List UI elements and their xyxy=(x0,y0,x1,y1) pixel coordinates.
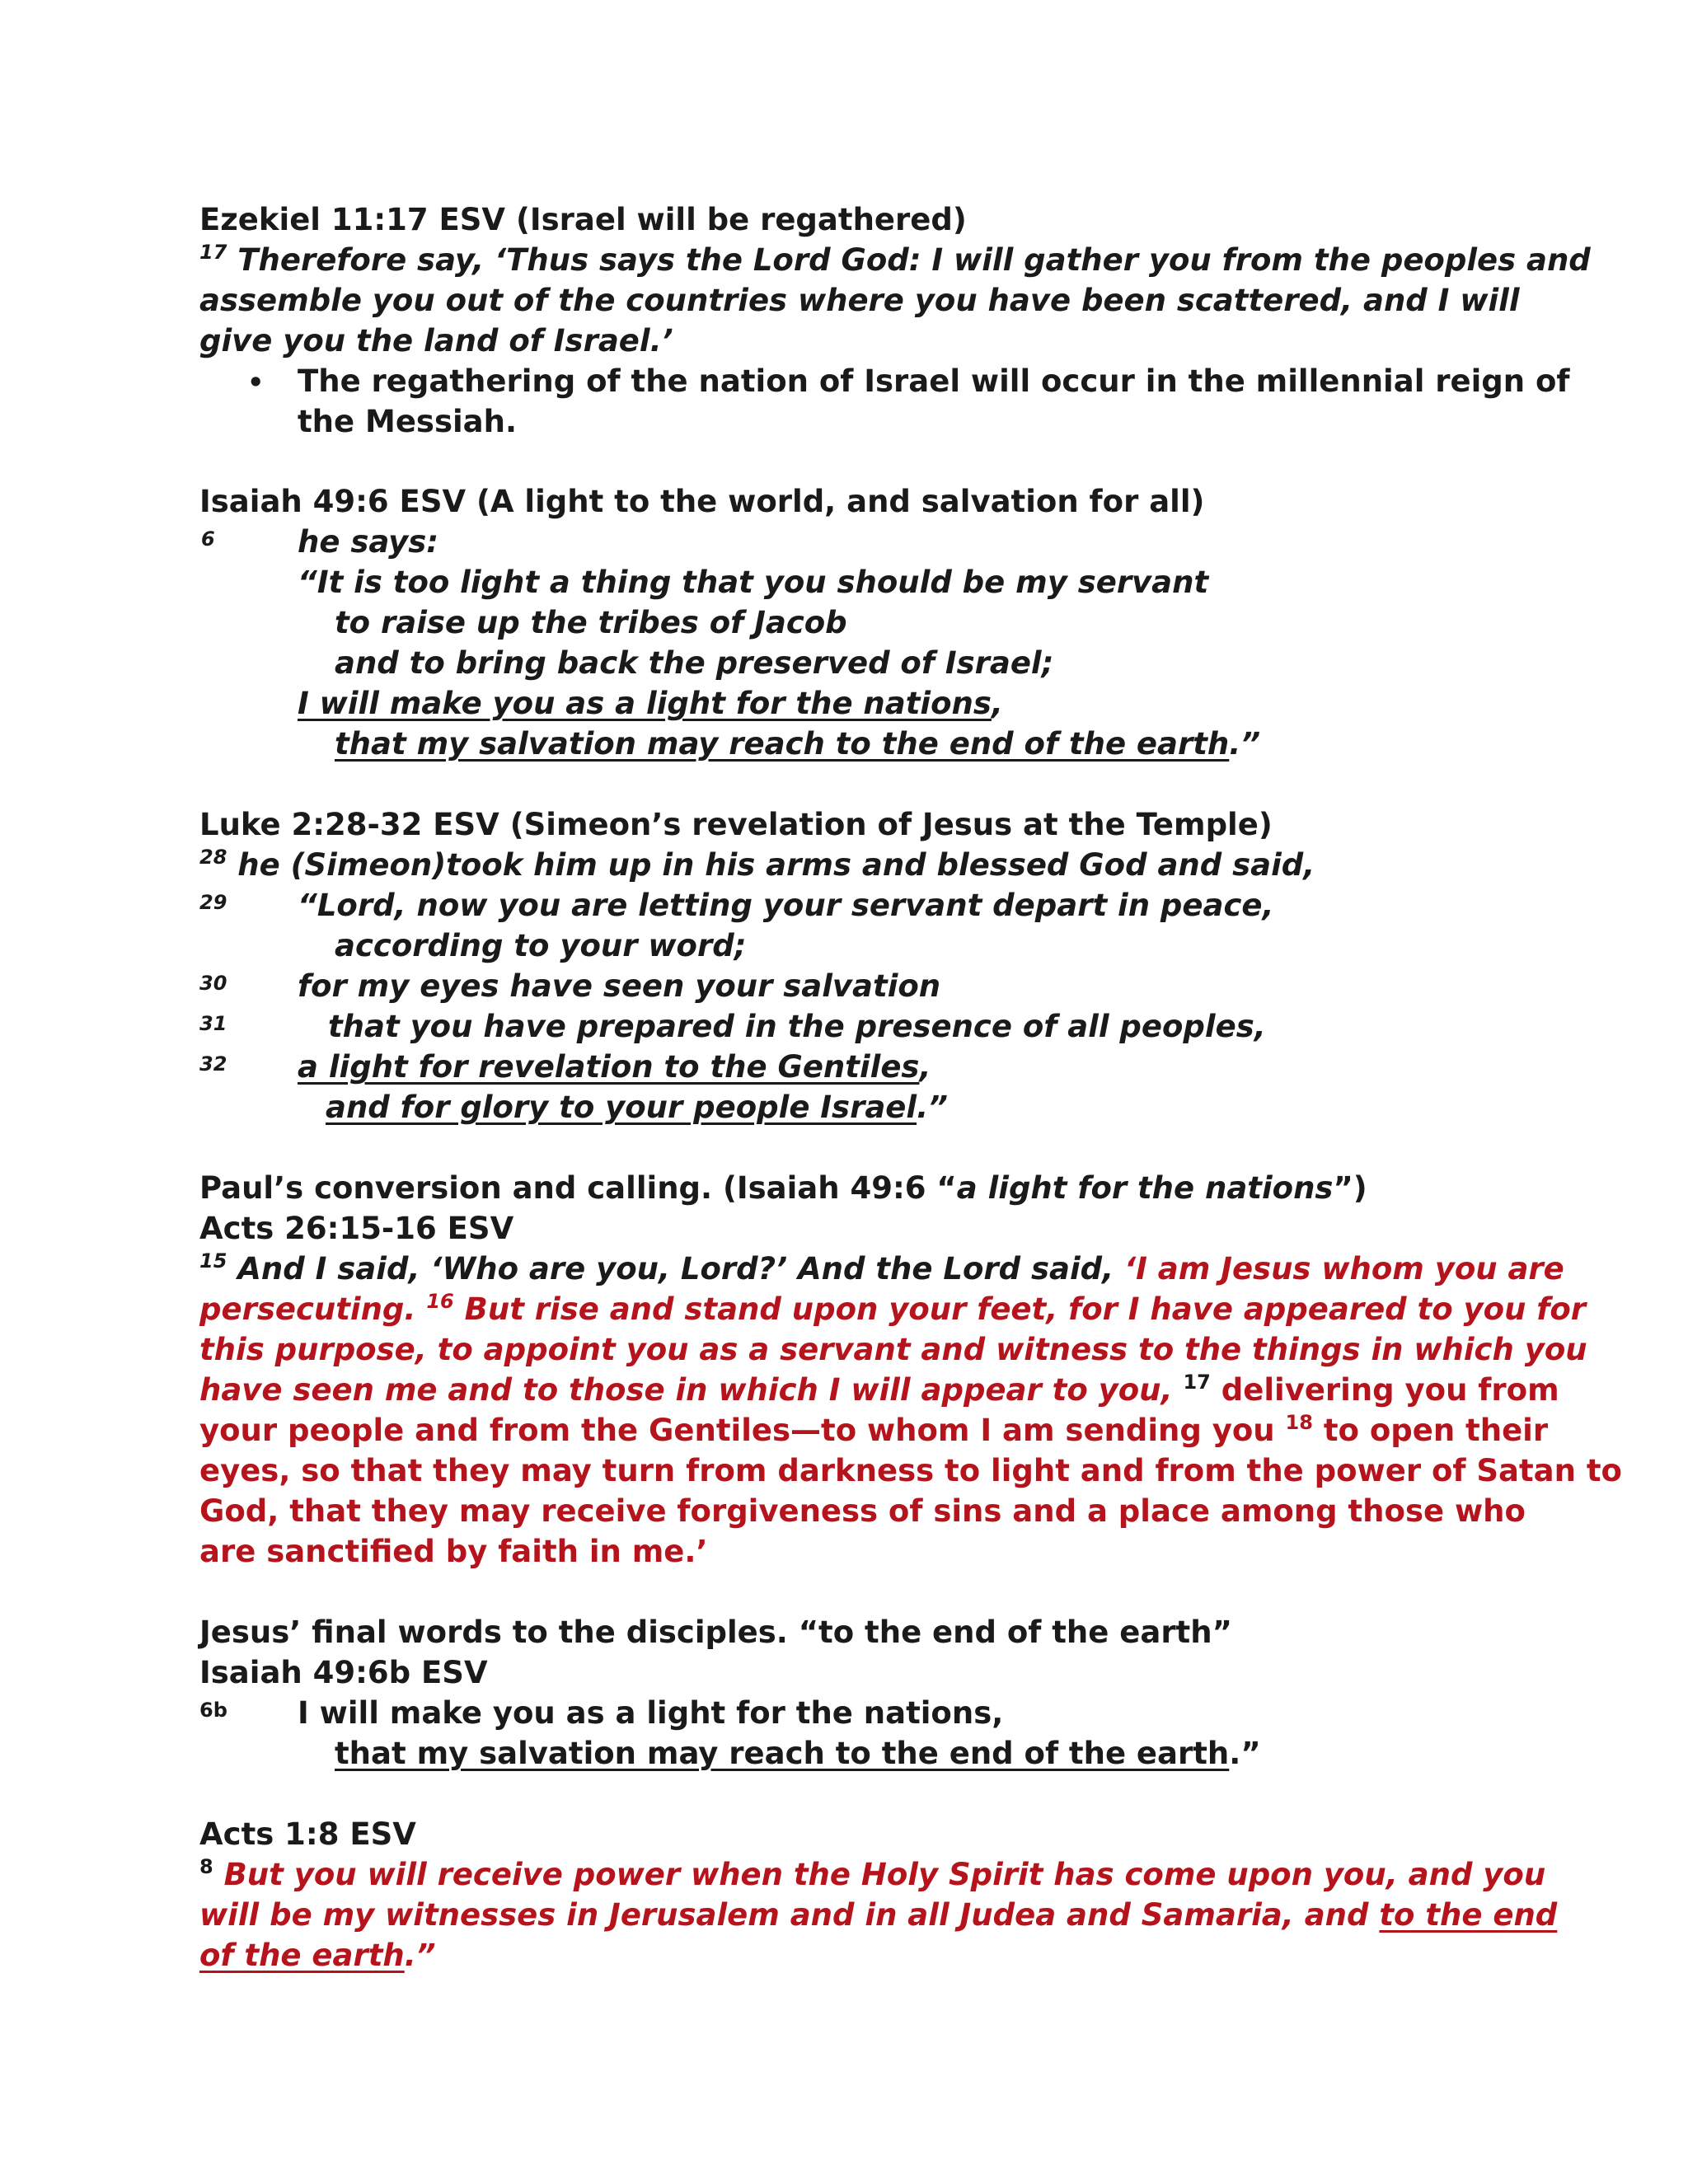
acts26-heading: Paul’s conversion and calling. (Isaiah 49:6 “a light for the nations”) xyxy=(199,1170,1367,1206)
acts1-verse-line: of the earth.” xyxy=(199,1938,436,1973)
isaiah-verse-line: that my salvation may reach to the end of the earth.” xyxy=(335,726,1261,762)
ezekiel-verse-line: $^{17}$ Therefore say, ‘Thus says the Lord God: I will gather you from the peoples and xyxy=(199,241,1591,278)
isaiah-verse-line: and to bring back the preserved of Israel; xyxy=(335,645,1054,681)
verse-number: 15 xyxy=(199,1249,227,1272)
luke-heading: Luke 2:28-32 ESV (Simeon’s revelation of Jesus at the Temple) xyxy=(199,807,1273,842)
isaiah-heading: Isaiah 49:6 ESV (A light to the world, and salvation for all) xyxy=(199,484,1205,519)
bullet-point: • xyxy=(247,367,265,398)
acts1-verse-line: $^8$ But you will receive power when the Holy Spirit has come upon you, and you xyxy=(199,1855,1546,1892)
acts26-reference: Acts 26:15-16 ESV xyxy=(199,1211,514,1246)
luke-verse-line: for my eyes have seen your salvation xyxy=(298,968,941,1004)
acts26-verse-line: this purpose, to appoint you as a servant and witness to the things in which you xyxy=(199,1332,1587,1367)
luke-verse-line: that you have prepared in the presence of all peoples, xyxy=(328,1009,1266,1044)
acts26-verse-line: eyes, so that they may turn from darkness to light and from the power of Satan to xyxy=(199,1453,1622,1488)
luke-verse-line: “Lord, now you are letting your servant depart in peace, xyxy=(298,888,1274,923)
verse-number: 6b xyxy=(199,1699,227,1722)
verse-number: 8 xyxy=(199,1855,213,1878)
luke-verse-line: according to your word; xyxy=(335,928,747,963)
acts1-verse-line: will be my witnesses in Jerusalem and in all Judea and Samaria, and to the end xyxy=(199,1897,1558,1933)
verse-number: 32 xyxy=(199,1052,227,1076)
isaiah-b-verse-line: I will make you as a light for the nations, xyxy=(298,1695,1004,1731)
verse-number: 31 xyxy=(199,1012,227,1035)
ezekiel-note-line: the Messiah. xyxy=(298,404,518,439)
isaiah-verse-line: he says: xyxy=(298,524,439,560)
isaiah-verse-line: I will make you as a light for the nations, xyxy=(298,686,1003,721)
verse-number: 18 xyxy=(1285,1411,1313,1434)
verse-number: 17 xyxy=(1183,1371,1211,1394)
verse-number: 16 xyxy=(426,1290,454,1313)
isaiah-verse-line: “It is too light a thing that you should be my servant xyxy=(298,565,1209,600)
verse-number: 30 xyxy=(199,972,227,995)
acts26-verse-line: persecuting. $^{16}$ But rise and stand upon your feet, for I have appeared to you for xyxy=(199,1290,1587,1327)
acts26-verse-line: your people and from the Gentiles—to whom I am sending you $^{18}$ to open their xyxy=(199,1411,1549,1448)
ezekiel-verse-line: give you the land of Israel.’ xyxy=(199,323,673,359)
verse-number: 29 xyxy=(199,891,227,914)
verse-number: 28 xyxy=(199,846,227,869)
verse-number: 17 xyxy=(199,241,227,264)
luke-verse-line: $^{28}$ he (Simeon)took him up in his arms and blessed God and said, xyxy=(199,846,1315,883)
isaiah-b-verse-line: that my salvation may reach to the end of the earth.” xyxy=(335,1736,1261,1771)
isaiah-verse-line: to raise up the tribes of Jacob xyxy=(335,605,847,640)
acts1-reference: Acts 1:8 ESV xyxy=(199,1816,416,1852)
verse-number: 6 xyxy=(201,527,215,551)
acts26-verse-line: God, that they may receive forgiveness of sins and a place among those who xyxy=(199,1493,1526,1529)
ezekiel-verse-line: assemble you out of the countries where you have been scattered, and I will xyxy=(199,283,1520,318)
ezekiel-note-line: The regathering of the nation of Israel will occur in the millennial reign of xyxy=(298,363,1570,399)
acts26-verse-line: have seen me and to those in which I will appear to you, $^{17}$ delivering you from xyxy=(199,1371,1559,1408)
luke-verse-line: and for glory to your people Israel.” xyxy=(326,1090,948,1125)
acts26-verse-line: are sanctified by faith in me.’ xyxy=(199,1534,708,1569)
ezekiel-heading: Ezekiel 11:17 ESV (Israel will be regathered) xyxy=(199,202,967,237)
isaiah-b-heading: Jesus’ final words to the disciples. “to the end of the earth” xyxy=(199,1615,1232,1650)
luke-verse-line: a light for revelation to the Gentiles, xyxy=(298,1049,931,1085)
acts26-verse-line: $^{15}$ And I said, ‘Who are you, Lord?’ And the Lord said, ‘I am Jesus whom you are xyxy=(199,1249,1564,1286)
isaiah-b-reference: Isaiah 49:6b ESV xyxy=(199,1655,488,1690)
